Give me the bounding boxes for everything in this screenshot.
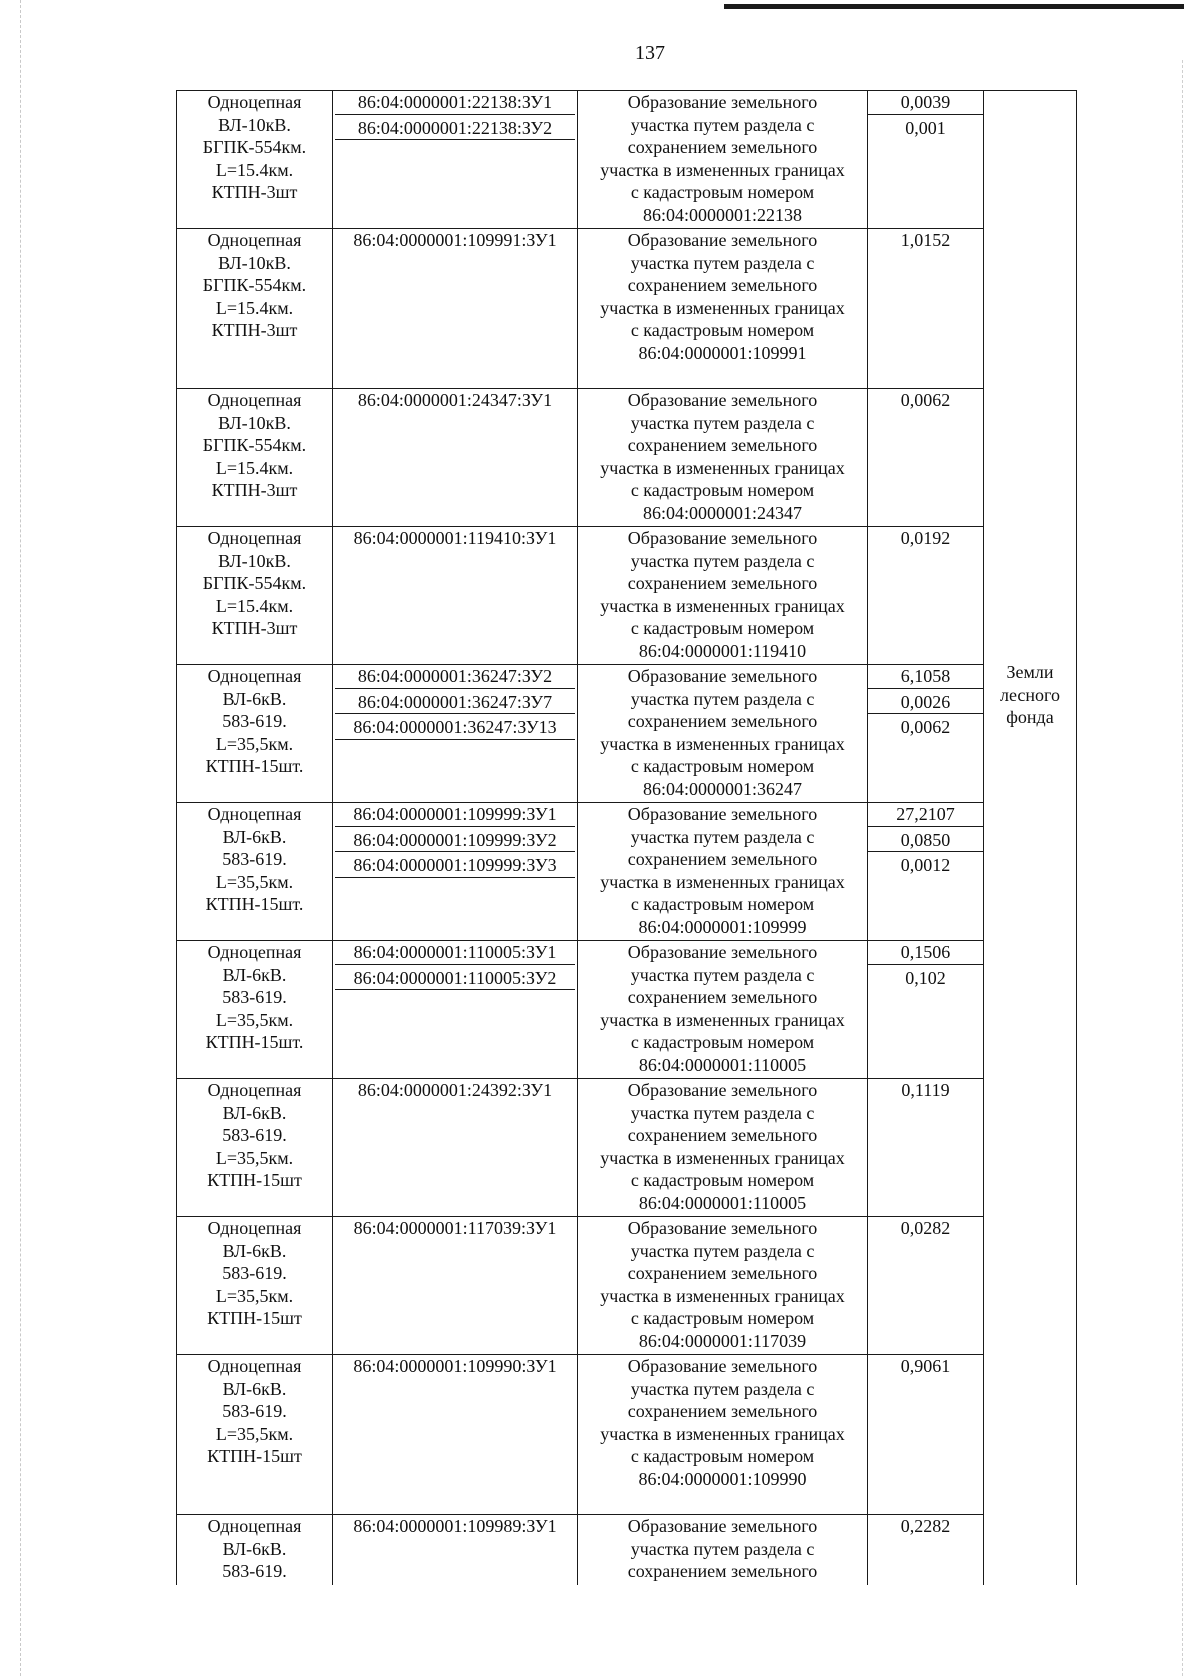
description-text: участка в измененных границах bbox=[600, 595, 845, 616]
area-cell bbox=[868, 1217, 984, 1355]
description-text: участка в измененных границах bbox=[600, 733, 845, 754]
description-cell bbox=[578, 229, 868, 389]
description-cell bbox=[578, 527, 868, 665]
line-name-text: L=15.4км. bbox=[215, 457, 294, 478]
description-text: Образование земельного bbox=[627, 666, 818, 686]
line-name-text: БГПК-554км. bbox=[202, 275, 307, 296]
description-text: Образование земельного bbox=[627, 1516, 818, 1536]
area-value: 1,0152 bbox=[900, 230, 951, 250]
area-value: 27,2107 bbox=[868, 803, 983, 827]
table-row bbox=[177, 803, 1077, 941]
line-name-cell bbox=[177, 389, 333, 527]
description-cell bbox=[578, 803, 868, 941]
table-row bbox=[177, 1355, 1077, 1515]
description-text: 86:04:0000001:117039 bbox=[638, 1330, 807, 1351]
table-row bbox=[177, 665, 1077, 803]
description-text: Образование земельного bbox=[627, 528, 818, 548]
description-text: участка путем раздела с bbox=[630, 252, 815, 273]
cadastral-codes-cell bbox=[333, 91, 578, 229]
cadastral-code: 86:04:0000001:109990:ЗУ1 bbox=[353, 1356, 557, 1376]
top-rule bbox=[724, 4, 1184, 9]
cadastral-code: 86:04:0000001:119410:ЗУ1 bbox=[353, 528, 557, 548]
description-text: участка путем раздела с bbox=[630, 1538, 815, 1559]
land-category-cell bbox=[984, 91, 1077, 1585]
land-category-text: Земли bbox=[1006, 662, 1054, 682]
line-name-text: 583-619. bbox=[222, 849, 287, 870]
line-name-text: КТПН-3шт bbox=[211, 618, 298, 639]
line-name-text: КТПН-3шт bbox=[211, 320, 298, 341]
cadastral-code: 86:04:0000001:109991:ЗУ1 bbox=[353, 230, 557, 250]
description-text: участка путем раздела с bbox=[630, 1102, 815, 1123]
description-text: участка путем раздела с bbox=[630, 1240, 815, 1261]
line-name-cell bbox=[177, 941, 333, 1079]
line-name-cell bbox=[177, 1515, 333, 1585]
cadastral-code: 86:04:0000001:110005:ЗУ1 bbox=[335, 941, 575, 965]
area-value: 6,1058 bbox=[868, 665, 983, 689]
description-text: 86:04:0000001:22138 bbox=[642, 204, 802, 225]
description-text: 86:04:0000001:109991 bbox=[638, 342, 807, 363]
description-text: сохранением земельного bbox=[627, 1401, 818, 1422]
description-text: с кадастровым номером bbox=[630, 1032, 815, 1053]
description-text: сохранением земельного bbox=[627, 435, 818, 456]
cadastral-codes-cell bbox=[333, 527, 578, 665]
description-text: Образование земельного bbox=[627, 804, 818, 824]
area-value: 0,0026 bbox=[868, 691, 983, 715]
line-name-text: БГПК-554км. bbox=[202, 435, 307, 456]
description-text: Образование земельного bbox=[627, 230, 818, 250]
description-text: сохранением земельного bbox=[627, 987, 818, 1008]
table-row bbox=[177, 389, 1077, 527]
line-name-cell bbox=[177, 1079, 333, 1217]
line-name-text: ВЛ-10кВ. bbox=[218, 252, 291, 273]
line-name-text: L=15.4км. bbox=[215, 297, 294, 318]
cadastral-code: 86:04:0000001:36247:ЗУ2 bbox=[335, 665, 575, 689]
area-value: 0,1506 bbox=[868, 941, 983, 965]
description-cell bbox=[578, 1515, 868, 1585]
line-name-text: ВЛ-6кВ. bbox=[222, 1538, 287, 1559]
description-text: Образование земельного bbox=[627, 1218, 818, 1238]
line-name-text: 583-619. bbox=[222, 1125, 287, 1146]
line-name-text: Одноцепная bbox=[207, 92, 302, 112]
cadastral-codes-cell bbox=[333, 1515, 578, 1585]
area-value: 0,0282 bbox=[900, 1218, 951, 1238]
line-name-text: Одноцепная bbox=[207, 390, 302, 410]
line-name-text: L=35,5км. bbox=[215, 1423, 294, 1444]
line-name-text: Одноцепная bbox=[207, 1080, 302, 1100]
line-name-text: КТПН-15шт bbox=[207, 1446, 302, 1467]
land-plots-table bbox=[176, 90, 1077, 1585]
description-cell bbox=[578, 1355, 868, 1515]
description-text: 86:04:0000001:109990 bbox=[638, 1468, 807, 1489]
line-name-text: L=35,5км. bbox=[215, 1147, 294, 1168]
page-number: 137 bbox=[635, 42, 665, 64]
line-name-cell bbox=[177, 1355, 333, 1515]
area-cell bbox=[868, 1355, 984, 1515]
line-name-text: L=35,5км. bbox=[215, 1009, 294, 1030]
line-name-text: КТПН-15шт. bbox=[205, 894, 304, 915]
description-text: участка в измененных границах bbox=[600, 1009, 845, 1030]
cadastral-code: 86:04:0000001:117039:ЗУ1 bbox=[353, 1218, 557, 1238]
scan-edge-left bbox=[20, 0, 22, 1676]
area-value: 0,0192 bbox=[900, 528, 951, 548]
description-text: участка в измененных границах bbox=[600, 159, 845, 180]
description-text: сохранением земельного bbox=[627, 275, 818, 296]
line-name-cell bbox=[177, 1217, 333, 1355]
description-text: сохранением земельного bbox=[627, 1125, 818, 1146]
cadastral-codes-cell bbox=[333, 941, 578, 1079]
description-text: Образование земельного bbox=[627, 92, 818, 112]
description-text: 86:04:0000001:24347 bbox=[642, 502, 802, 523]
area-value: 0,0039 bbox=[868, 91, 983, 115]
cadastral-code: 86:04:0000001:22138:ЗУ2 bbox=[335, 117, 575, 141]
area-value: 0,0062 bbox=[900, 717, 951, 738]
line-name-text: 583-619. bbox=[222, 1401, 287, 1422]
line-name-text: КТПН-15шт bbox=[207, 1170, 302, 1191]
description-text: сохранением земельного bbox=[627, 1263, 818, 1284]
description-text: участка путем раздела с bbox=[630, 114, 815, 135]
area-cell bbox=[868, 1515, 984, 1585]
line-name-text: Одноцепная bbox=[207, 942, 302, 962]
line-name-text: 583-619. bbox=[222, 711, 287, 732]
line-name-text: Одноцепная bbox=[207, 666, 302, 686]
description-text: 86:04:0000001:119410 bbox=[638, 640, 807, 661]
description-text: Образование земельного bbox=[627, 1356, 818, 1376]
line-name-text: Одноцепная bbox=[207, 804, 302, 824]
description-text: Образование земельного bbox=[627, 942, 818, 962]
description-text: участка в измененных границах bbox=[600, 1285, 845, 1306]
line-name-text: Одноцепная bbox=[207, 230, 302, 250]
area-cell bbox=[868, 91, 984, 229]
description-text: участка в измененных границах bbox=[600, 457, 845, 478]
area-value: 0,1119 bbox=[901, 1080, 950, 1100]
description-text: сохранением земельного bbox=[627, 1561, 818, 1582]
table-row bbox=[177, 1515, 1077, 1585]
area-value: 0,9061 bbox=[900, 1356, 951, 1376]
line-name-text: ВЛ-10кВ. bbox=[218, 114, 291, 135]
area-value: 0,2282 bbox=[900, 1516, 951, 1536]
land-category-text: лесного bbox=[1000, 684, 1060, 705]
area-value: 0,102 bbox=[905, 967, 946, 988]
area-cell bbox=[868, 665, 984, 803]
cadastral-codes-cell bbox=[333, 1355, 578, 1515]
cadastral-code: 86:04:0000001:22138:ЗУ1 bbox=[335, 91, 575, 115]
description-text: с кадастровым номером bbox=[630, 1446, 815, 1467]
description-text: сохранением земельного bbox=[627, 573, 818, 594]
line-name-cell bbox=[177, 527, 333, 665]
description-text: 86:04:0000001:36247 bbox=[642, 778, 802, 799]
description-text: сохранением земельного bbox=[627, 711, 818, 732]
line-name-text: Одноцепная bbox=[207, 1516, 302, 1536]
line-name-text: 583-619. bbox=[222, 1263, 287, 1284]
line-name-text: L=35,5км. bbox=[215, 733, 294, 754]
line-name-text: КТПН-3шт bbox=[211, 480, 298, 501]
area-value: 0,0062 bbox=[900, 390, 951, 410]
description-text: участка путем раздела с bbox=[630, 550, 815, 571]
description-text: участка путем раздела с bbox=[630, 964, 815, 985]
line-name-text: КТПН-15шт bbox=[207, 1308, 302, 1329]
description-cell bbox=[578, 1079, 868, 1217]
description-text: с кадастровым номером bbox=[630, 894, 815, 915]
line-name-text: Одноцепная bbox=[207, 1218, 302, 1238]
description-text: участка в измененных границах bbox=[600, 297, 845, 318]
scan-edge-right bbox=[1182, 60, 1184, 1676]
line-name-cell bbox=[177, 229, 333, 389]
line-name-text: L=35,5км. bbox=[215, 871, 294, 892]
description-text: участка путем раздела с bbox=[630, 688, 815, 709]
cadastral-codes-cell bbox=[333, 389, 578, 527]
line-name-text: ВЛ-6кВ. bbox=[222, 1378, 287, 1399]
line-name-cell bbox=[177, 665, 333, 803]
description-cell bbox=[578, 91, 868, 229]
cadastral-code: 86:04:0000001:24347:ЗУ1 bbox=[357, 390, 553, 410]
cadastral-code: 86:04:0000001:36247:ЗУ7 bbox=[335, 691, 575, 715]
description-text: 86:04:0000001:110005 bbox=[638, 1192, 807, 1213]
description-text: с кадастровым номером bbox=[630, 1170, 815, 1191]
table-row bbox=[177, 527, 1077, 665]
description-text: с кадастровым номером bbox=[630, 756, 815, 777]
table-row bbox=[177, 91, 1077, 229]
line-name-text: Одноцепная bbox=[207, 1356, 302, 1376]
area-cell bbox=[868, 1079, 984, 1217]
line-name-text: БГПК-554км. bbox=[202, 573, 307, 594]
line-name-cell bbox=[177, 803, 333, 941]
line-name-text: 583-619. bbox=[222, 1561, 287, 1582]
line-name-text: L=15.4км. bbox=[215, 159, 294, 180]
description-text: участка путем раздела с bbox=[630, 826, 815, 847]
cadastral-codes-cell bbox=[333, 1217, 578, 1355]
line-name-text: ВЛ-6кВ. bbox=[222, 1102, 287, 1123]
line-name-text: Одноцепная bbox=[207, 528, 302, 548]
area-cell bbox=[868, 941, 984, 1079]
line-name-text: 583-619. bbox=[222, 987, 287, 1008]
table-row bbox=[177, 229, 1077, 389]
description-text: с кадастровым номером bbox=[630, 618, 815, 639]
description-text: участка путем раздела с bbox=[630, 1378, 815, 1399]
area-value: 0,001 bbox=[905, 117, 946, 138]
table-row bbox=[177, 941, 1077, 1079]
description-text: участка в измененных границах bbox=[600, 1147, 845, 1168]
description-text: с кадастровым номером bbox=[630, 480, 815, 501]
cadastral-code: 86:04:0000001:109999:ЗУ3 bbox=[335, 854, 575, 878]
area-value: 0,0012 bbox=[900, 855, 951, 876]
line-name-text: КТПН-3шт bbox=[211, 182, 298, 203]
table-row bbox=[177, 1079, 1077, 1217]
description-text: 86:04:0000001:110005 bbox=[638, 1054, 807, 1075]
cadastral-code: 86:04:0000001:110005:ЗУ2 bbox=[335, 967, 575, 991]
description-cell bbox=[578, 665, 868, 803]
cadastral-code: 86:04:0000001:109999:ЗУ2 bbox=[335, 829, 575, 853]
cadastral-codes-cell bbox=[333, 229, 578, 389]
cadastral-codes-cell bbox=[333, 1079, 578, 1217]
description-cell bbox=[578, 941, 868, 1079]
description-text: Образование земельного bbox=[627, 390, 818, 410]
line-name-text: КТПН-15шт. bbox=[205, 756, 304, 777]
description-text: с кадастровым номером bbox=[630, 320, 815, 341]
line-name-text: ВЛ-10кВ. bbox=[218, 412, 291, 433]
line-name-text: ВЛ-6кВ. bbox=[222, 688, 287, 709]
cadastral-code: 86:04:0000001:24392:ЗУ1 bbox=[357, 1080, 553, 1100]
line-name-text: КТПН-15шт. bbox=[205, 1032, 304, 1053]
area-cell bbox=[868, 803, 984, 941]
line-name-text: ВЛ-6кВ. bbox=[222, 1240, 287, 1261]
description-cell bbox=[578, 389, 868, 527]
table-row bbox=[177, 1217, 1077, 1355]
area-cell bbox=[868, 389, 984, 527]
description-text: с кадастровым номером bbox=[630, 1308, 815, 1329]
cadastral-code: 86:04:0000001:36247:ЗУ13 bbox=[335, 716, 575, 740]
line-name-text: ВЛ-6кВ. bbox=[222, 964, 287, 985]
description-cell bbox=[578, 1217, 868, 1355]
line-name-text: ВЛ-6кВ. bbox=[222, 826, 287, 847]
description-text: 86:04:0000001:109999 bbox=[638, 916, 807, 937]
area-cell bbox=[868, 229, 984, 389]
description-text: сохранением земельного bbox=[627, 849, 818, 870]
line-name-text: L=15.4км. bbox=[215, 595, 294, 616]
cadastral-codes-cell bbox=[333, 803, 578, 941]
line-name-cell bbox=[177, 91, 333, 229]
area-value: 0,0850 bbox=[868, 829, 983, 853]
line-name-text: L=35,5км. bbox=[215, 1285, 294, 1306]
description-text: сохранением земельного bbox=[627, 137, 818, 158]
description-text: участка в измененных границах bbox=[600, 871, 845, 892]
line-name-text: ВЛ-10кВ. bbox=[218, 550, 291, 571]
area-cell bbox=[868, 527, 984, 665]
cadastral-codes-cell bbox=[333, 665, 578, 803]
description-text: с кадастровым номером bbox=[630, 182, 815, 203]
description-text: Образование земельного bbox=[627, 1080, 818, 1100]
line-name-text: БГПК-554км. bbox=[202, 137, 307, 158]
description-text: участка в измененных границах bbox=[600, 1423, 845, 1444]
cadastral-code: 86:04:0000001:109999:ЗУ1 bbox=[335, 803, 575, 827]
description-text: участка путем раздела с bbox=[630, 412, 815, 433]
cadastral-code: 86:04:0000001:109989:ЗУ1 bbox=[353, 1516, 557, 1536]
land-category-text: фонда bbox=[1006, 707, 1054, 728]
